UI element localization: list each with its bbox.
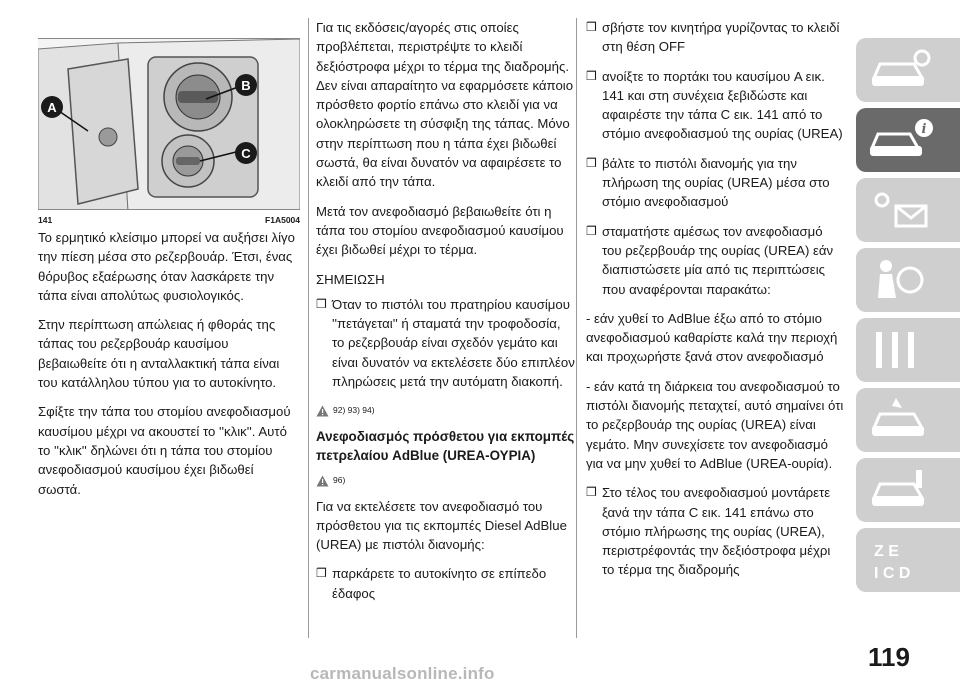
checkbox-bullet-icon: ❒ bbox=[586, 155, 597, 170]
list-item: ❒ βάλτε το πιστόλι διανομής για την πλήρωση της ουρίας (UREA) μέσα στο στόμιο ανεφοδιασμού bbox=[586, 154, 844, 212]
maintenance-icon bbox=[866, 464, 936, 516]
list-item: ❒ σβήστε τον κινητήρα γυρίζοντας το κλειδί στη θέση OFF bbox=[586, 18, 844, 57]
tab-dashboard-lights[interactable] bbox=[856, 178, 960, 242]
figure-code: F1A5004 bbox=[265, 215, 300, 225]
section-heading: Ανεφοδιασμός πρόσθετου για εκπομπές πετρελαίου AdBlue (UREA-ΟΥΡΙΑ) bbox=[316, 428, 575, 463]
figure-141 bbox=[38, 38, 300, 210]
column-3 bbox=[586, 18, 844, 590]
callout-c: C bbox=[241, 146, 251, 161]
callout-b: B bbox=[241, 78, 251, 93]
svg-text:I C D: I C D bbox=[874, 565, 911, 582]
figure-number: 141 bbox=[38, 215, 53, 225]
car-crash-icon bbox=[866, 394, 936, 446]
paragraph: Το ερμητικό κλείσιμο μπορεί να αυξήσει λίγο την πίεση μέσα στο ρεζερβουάρ. Έτσι, ένας θόρυβος εξαέρωσης όταν λασκάρετε την τάπα είναι απολύτως φυσιολογικός. bbox=[38, 230, 295, 303]
checkbox-bullet-icon: ❒ bbox=[586, 20, 597, 34]
tab-maintenance[interactable] bbox=[856, 458, 960, 522]
column-divider bbox=[576, 18, 577, 638]
warning-reference: 96) bbox=[316, 471, 576, 490]
watermark: carmanualsonline.info bbox=[310, 664, 495, 683]
column-1 bbox=[38, 228, 300, 509]
figure-caption bbox=[38, 215, 300, 225]
tab-car-crash[interactable] bbox=[856, 388, 960, 452]
svg-text:Z E: Z E bbox=[874, 543, 899, 560]
note-title: ΣΗΜΕΙΩΣΗ bbox=[316, 271, 385, 287]
page-number: 119 bbox=[868, 642, 910, 672]
list-item: ❒ παρκάρετε το αυτοκίνητο σε επίπεδο έδαφος bbox=[316, 564, 576, 603]
paragraph: Για να εκτελέσετε τον ανεφοδιασμό του πρόσθετου για τις εκπομπές Diesel AdBlue (UREA) με πιστόλι διανομής: bbox=[316, 498, 567, 553]
tab-car-info[interactable] bbox=[856, 108, 960, 172]
airbag-icon bbox=[866, 254, 936, 306]
checkbox-bullet-icon: ❒ bbox=[586, 485, 597, 500]
paragraph: Σφίξτε την τάπα του στομίου ανεφοδιασμού καυσίμου μέχρι να ακουστεί το ''κλικ''. Αυτό το ''κλικ'' δηλώνει ότι η τάπα του στομίου ανεφοδιασμού καυσίμου έχει βιδωθεί σωστά. bbox=[38, 404, 291, 497]
list-item: ❒ σταματήστε αμέσως τον ανεφοδιασμό του ρεζερβουάρ της ουρίας (UREA) εάν διαπιστώσετε μία από τις περιπτώσεις που αναφέρονται παρακάτω: bbox=[586, 222, 844, 299]
index-letters-icon bbox=[866, 534, 936, 586]
column-divider bbox=[308, 18, 309, 638]
warning-reference: 92) 93) 94) bbox=[316, 401, 576, 420]
paragraph: - εάν κατά τη διάρκεια του ανεφοδιασμού το πιστόλι διανομής πεταχτεί, αυτό σημαίνει ότι το ρεζερβουάρ της ουρίας (UREA) είναι γεμάτο. Μην συνεχίσετε τον ανεφοδιασμό για να μην χυθεί το AdBlue (UREA-ουρία). bbox=[586, 378, 844, 471]
fuel-door-illustration bbox=[38, 39, 300, 210]
checkbox-bullet-icon: ❒ bbox=[316, 296, 327, 311]
tab-tools[interactable] bbox=[856, 318, 960, 382]
checkbox-bullet-icon: ❒ bbox=[586, 223, 597, 238]
tab-car-search[interactable] bbox=[856, 38, 960, 102]
warning-icon bbox=[316, 475, 329, 487]
list-item: ❒ Στο τέλος του ανεφοδιασμού μοντάρετε ξανά την τάπα C εικ. 141 επάνω στο στόμιο πλήρωσης της ουρίας (UREA), περιστρέφοντάς την δεξιόστροφα μέχρι το τέρμα της διαδρομής bbox=[586, 483, 844, 579]
paragraph: Στην περίπτωση απώλειας ή φθοράς της τάπας του ρεζερβουάρ καυσίμου βεβαιωθείτε ότι η ανταλλακτική τάπα είναι του κατάλληλου τύπου για το αυτοκίνητο. bbox=[38, 317, 280, 391]
list-item: ❒ ανοίξτε το πορτάκι του καυσίμου A εικ. 141 και στη συνέχεια ξεβιδώστε και αφαιρέστε την τάπα C εικ. 141 από το στόμιο ανεφοδιασμού της ουρίας (UREA) bbox=[586, 67, 844, 144]
svg-text:i: i bbox=[921, 122, 927, 137]
paragraph: Μετά τον ανεφοδιασμό βεβαιωθείτε ότι η τάπα του στομίου ανεφοδιασμού καυσίμου έχει βιδωθεί μέχρι το τέρμα. bbox=[316, 203, 564, 258]
paragraph: Για τις εκδόσεις/αγορές στις οποίες προβλέπεται, περιστρέψτε το κλειδί δεξιόστροφα μέχρι το τέρμα της διαδρομής. Δεν είναι απαραίτητο να εφαρμόσετε κάποιο πρόσθετο φορτίο επάνω στο κλειδί για να ολοκληρώσετε τη σύσφιξη της τάπας. Μόνο στην περίπτωση που η τάπα έχει βιδωθεί σωστά, θα είναι δυνατόν να αφαιρέσετε το κλειδί από την τάπα. bbox=[316, 20, 574, 190]
tab-index[interactable] bbox=[856, 528, 960, 592]
paragraph: - εάν χυθεί το AdBlue έξω από το στόμιο ανεφοδιασμού καθαρίστε καλά την περιοχή και προχωρήστε ξανά στον ανεφοδιασμό bbox=[586, 310, 838, 365]
list-item: ❒ Όταν το πιστόλι του πρατηρίου καυσίμου ''πετάγεται'' ή σταματά την τροφοδοσία, το ρεζερβουάρ είναι σχεδόν γεμάτο και είναι δυνατόν να εκτελέσετε δύο επιπλέον πληρώσεις μετά την αυτόματη διακοπή. bbox=[316, 295, 576, 391]
checkbox-bullet-icon: ❒ bbox=[316, 566, 327, 581]
column-2 bbox=[316, 18, 576, 613]
car-info-icon bbox=[866, 114, 936, 166]
tools-icon bbox=[866, 324, 936, 376]
warning-icon bbox=[316, 405, 329, 417]
car-search-icon bbox=[866, 44, 936, 96]
tab-airbag[interactable] bbox=[856, 248, 960, 312]
checkbox-bullet-icon: ❒ bbox=[586, 68, 597, 83]
chapter-sidebar bbox=[852, 38, 960, 648]
dashboard-lights-icon bbox=[866, 184, 936, 236]
callout-a: A bbox=[47, 100, 57, 115]
